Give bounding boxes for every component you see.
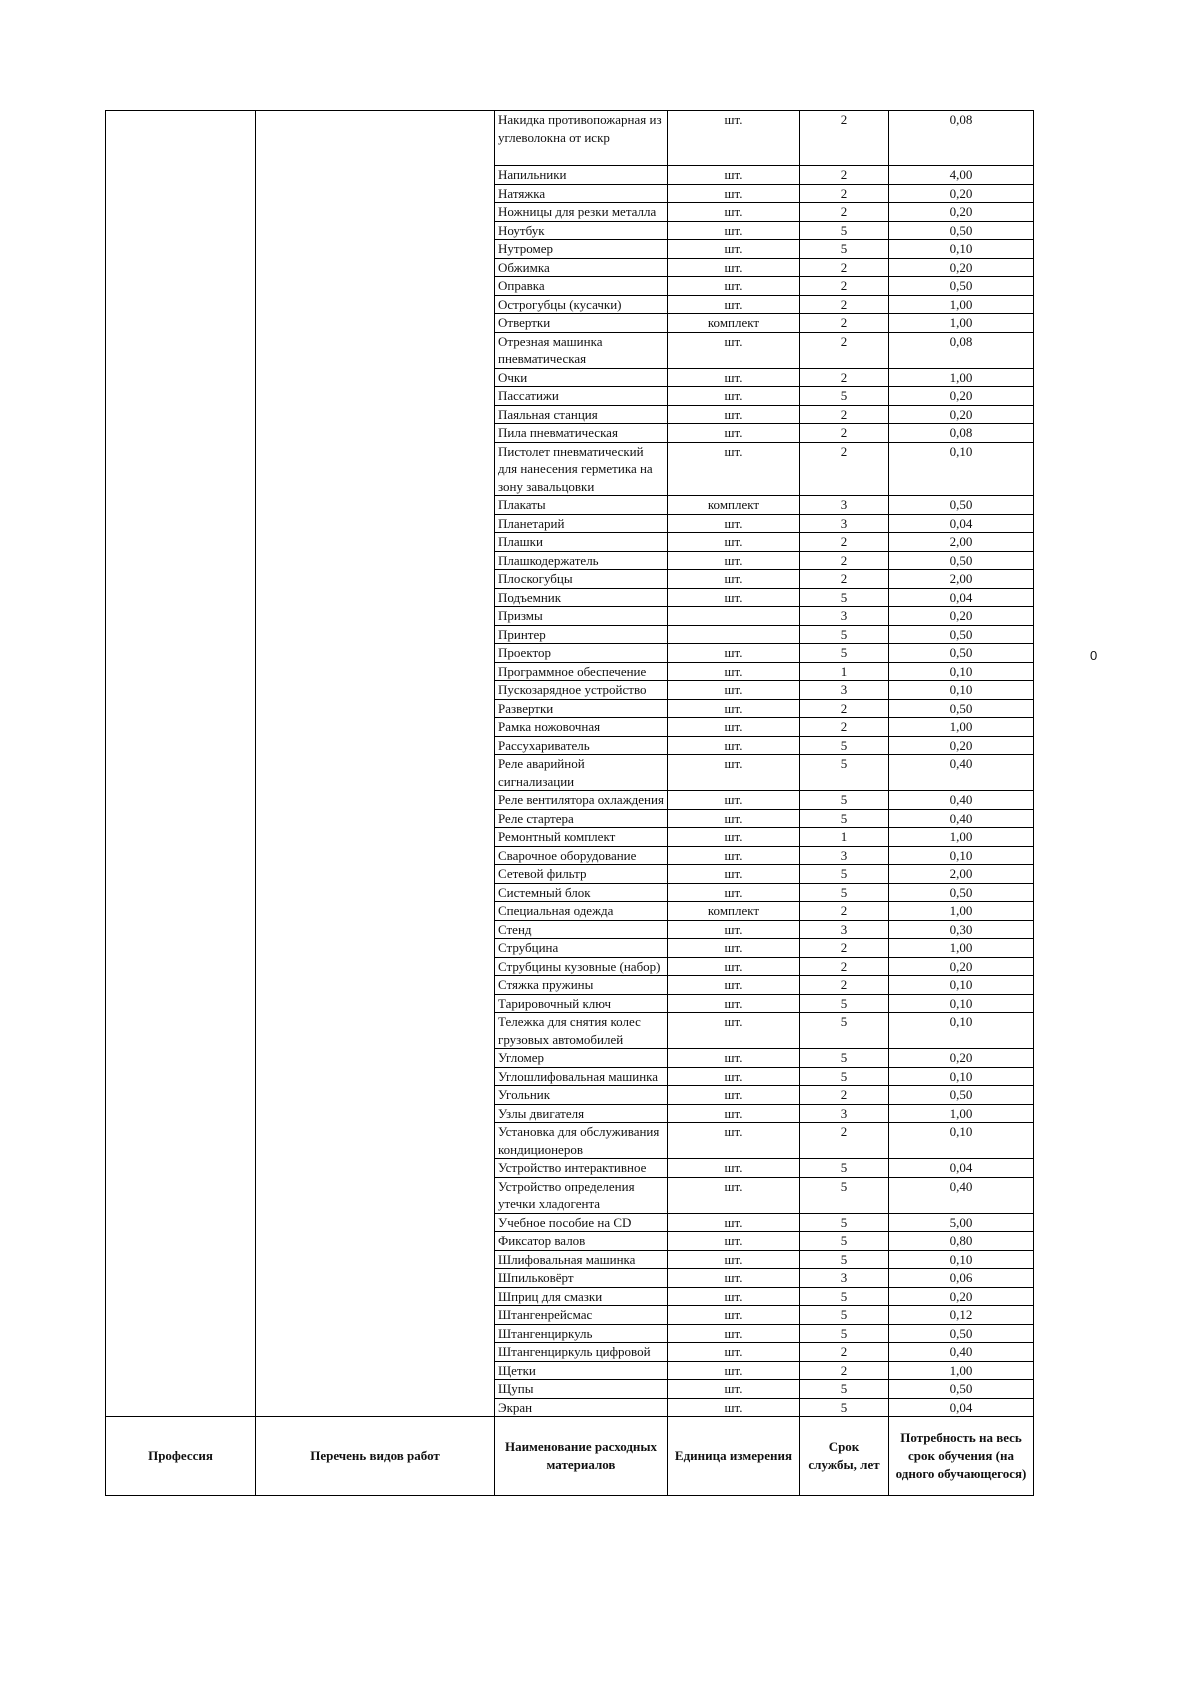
table-row (106, 111, 1034, 166)
unit-of-measure: шт. (668, 203, 800, 222)
unit-of-measure: шт. (668, 976, 800, 995)
service-life: 2 (800, 1361, 889, 1380)
service-life: 2 (800, 166, 889, 185)
unit-of-measure: шт. (668, 221, 800, 240)
material-name: Фиксатор валов (495, 1232, 668, 1251)
quantity-needed: 1,00 (889, 939, 1034, 958)
quantity-needed: 0,20 (889, 1049, 1034, 1068)
service-life: 5 (800, 994, 889, 1013)
material-name: Специальная одежда (495, 902, 668, 921)
service-life: 5 (800, 1380, 889, 1399)
unit-of-measure: шт. (668, 939, 800, 958)
quantity-needed: 1,00 (889, 718, 1034, 737)
unit-of-measure: шт. (668, 184, 800, 203)
material-name: Накидка противопожарная из углеволокна от искр (495, 111, 668, 166)
quantity-needed: 0,20 (889, 203, 1034, 222)
materials-table (105, 110, 1034, 1496)
material-name: Паяльная станция (495, 405, 668, 424)
unit-of-measure: шт. (668, 1343, 800, 1362)
service-life: 3 (800, 920, 889, 939)
material-name: Струбцины кузовные (набор) (495, 957, 668, 976)
header-quantity-needed: Потребность на весь срок обучения (на одного обучающегося) (889, 1417, 1034, 1496)
unit-of-measure: шт. (668, 1177, 800, 1213)
header-profession: Профессия (106, 1417, 256, 1496)
unit-of-measure: шт. (668, 644, 800, 663)
service-life: 2 (800, 1123, 889, 1159)
service-life: 2 (800, 111, 889, 166)
quantity-needed: 2,00 (889, 865, 1034, 884)
quantity-needed: 0,40 (889, 1177, 1034, 1213)
unit-of-measure: шт. (668, 387, 800, 406)
quantity-needed: 0,50 (889, 551, 1034, 570)
profession-cell (106, 111, 256, 1417)
unit-of-measure: шт. (668, 718, 800, 737)
quantity-needed: 0,50 (889, 496, 1034, 515)
unit-of-measure (668, 607, 800, 626)
service-life: 2 (800, 551, 889, 570)
quantity-needed: 0,10 (889, 994, 1034, 1013)
unit-of-measure: шт. (668, 295, 800, 314)
unit-of-measure: шт. (668, 828, 800, 847)
service-life: 5 (800, 1067, 889, 1086)
quantity-needed: 0,50 (889, 883, 1034, 902)
service-life: 5 (800, 1213, 889, 1232)
quantity-needed: 4,00 (889, 166, 1034, 185)
material-name: Углошлифовальная машинка (495, 1067, 668, 1086)
quantity-needed: 0,04 (889, 514, 1034, 533)
material-name: Реле стартера (495, 809, 668, 828)
material-name: Острогубцы (кусачки) (495, 295, 668, 314)
service-life: 2 (800, 368, 889, 387)
material-name: Щупы (495, 1380, 668, 1399)
material-name: Штангенциркуль цифровой (495, 1343, 668, 1362)
quantity-needed: 0,10 (889, 1250, 1034, 1269)
service-life: 5 (800, 644, 889, 663)
unit-of-measure: шт. (668, 442, 800, 496)
quantity-needed: 0,04 (889, 1398, 1034, 1417)
quantity-needed: 0,40 (889, 791, 1034, 810)
material-name: Тележка для снятия колес грузовых автомобилей (495, 1013, 668, 1049)
unit-of-measure: шт. (668, 332, 800, 368)
quantity-needed: 0,08 (889, 424, 1034, 443)
service-life: 5 (800, 1324, 889, 1343)
service-life: 5 (800, 1287, 889, 1306)
unit-of-measure: шт. (668, 588, 800, 607)
quantity-needed: 0,50 (889, 221, 1034, 240)
material-name: Реле вентилятора охлаждения (495, 791, 668, 810)
quantity-needed: 0,50 (889, 625, 1034, 644)
material-name: Ремонтный комплект (495, 828, 668, 847)
unit-of-measure: шт. (668, 846, 800, 865)
material-name: Системный блок (495, 883, 668, 902)
service-life: 2 (800, 976, 889, 995)
quantity-needed: 0,20 (889, 258, 1034, 277)
service-life: 3 (800, 514, 889, 533)
margin-mark: 0 (1090, 648, 1098, 663)
quantity-needed: 0,10 (889, 442, 1034, 496)
quantity-needed: 0,10 (889, 240, 1034, 259)
material-name: Сетевой фильтр (495, 865, 668, 884)
quantity-needed: 0,10 (889, 1067, 1034, 1086)
quantity-needed: 0,50 (889, 644, 1034, 663)
quantity-needed: 0,06 (889, 1269, 1034, 1288)
material-name: Штангенциркуль (495, 1324, 668, 1343)
material-name: Тарировочный ключ (495, 994, 668, 1013)
service-life: 3 (800, 681, 889, 700)
quantity-needed: 0,80 (889, 1232, 1034, 1251)
unit-of-measure: шт. (668, 865, 800, 884)
material-name: Устройство определения утечки хладогента (495, 1177, 668, 1213)
unit-of-measure: шт. (668, 1104, 800, 1123)
service-life: 5 (800, 1177, 889, 1213)
quantity-needed: 1,00 (889, 1104, 1034, 1123)
service-life: 5 (800, 883, 889, 902)
material-name: Принтер (495, 625, 668, 644)
service-life: 2 (800, 1086, 889, 1105)
material-name: Узлы двигателя (495, 1104, 668, 1123)
unit-of-measure: шт. (668, 166, 800, 185)
material-name: Плакаты (495, 496, 668, 515)
header-service-life: Срок службы, лет (800, 1417, 889, 1496)
unit-of-measure: шт. (668, 920, 800, 939)
material-name: Пускозарядное устройство (495, 681, 668, 700)
material-name: Натяжка (495, 184, 668, 203)
unit-of-measure: шт. (668, 791, 800, 810)
service-life: 5 (800, 1013, 889, 1049)
quantity-needed: 1,00 (889, 295, 1034, 314)
service-life: 5 (800, 809, 889, 828)
quantity-needed: 2,00 (889, 533, 1034, 552)
service-life: 3 (800, 846, 889, 865)
service-life: 5 (800, 625, 889, 644)
service-life: 2 (800, 718, 889, 737)
unit-of-measure: комплект (668, 902, 800, 921)
unit-of-measure: шт. (668, 424, 800, 443)
service-life: 2 (800, 570, 889, 589)
unit-of-measure: шт. (668, 1067, 800, 1086)
quantity-needed: 0,10 (889, 1123, 1034, 1159)
header-unit: Единица измерения (668, 1417, 800, 1496)
service-life: 5 (800, 221, 889, 240)
quantity-needed: 0,20 (889, 607, 1034, 626)
material-name: Устройство интерактивное (495, 1159, 668, 1178)
unit-of-measure: комплект (668, 496, 800, 515)
quantity-needed: 0,50 (889, 277, 1034, 296)
material-name: Стяжка пружины (495, 976, 668, 995)
quantity-needed: 0,50 (889, 1324, 1034, 1343)
material-name: Нутромер (495, 240, 668, 259)
unit-of-measure (668, 625, 800, 644)
quantity-needed: 1,00 (889, 902, 1034, 921)
unit-of-measure: шт. (668, 681, 800, 700)
service-life: 5 (800, 1159, 889, 1178)
material-name: Обжимка (495, 258, 668, 277)
material-name: Плоскогубцы (495, 570, 668, 589)
material-name: Отрезная машинка пневматическая (495, 332, 668, 368)
quantity-needed: 0,10 (889, 1013, 1034, 1049)
quantity-needed: 0,40 (889, 1343, 1034, 1362)
unit-of-measure: шт. (668, 699, 800, 718)
service-life: 5 (800, 791, 889, 810)
service-life: 5 (800, 1232, 889, 1251)
quantity-needed: 0,04 (889, 1159, 1034, 1178)
unit-of-measure: шт. (668, 1013, 800, 1049)
service-life: 2 (800, 184, 889, 203)
material-name: Учебное пособие на CD (495, 1213, 668, 1232)
service-life: 3 (800, 496, 889, 515)
quantity-needed: 0,10 (889, 976, 1034, 995)
quantity-needed: 0,08 (889, 111, 1034, 166)
service-life: 5 (800, 736, 889, 755)
service-life: 2 (800, 957, 889, 976)
service-life: 2 (800, 699, 889, 718)
unit-of-measure: шт. (668, 277, 800, 296)
material-name: Проектор (495, 644, 668, 663)
service-life: 5 (800, 755, 889, 791)
material-name: Отвертки (495, 314, 668, 333)
unit-of-measure: шт. (668, 1269, 800, 1288)
unit-of-measure: шт. (668, 405, 800, 424)
quantity-needed: 0,20 (889, 405, 1034, 424)
header-row (106, 1417, 1034, 1496)
material-name: Ноутбук (495, 221, 668, 240)
material-name: Сварочное оборудование (495, 846, 668, 865)
material-name: Рассухариватель (495, 736, 668, 755)
material-name: Планетарий (495, 514, 668, 533)
material-name: Развертки (495, 699, 668, 718)
quantity-needed: 0,50 (889, 1086, 1034, 1105)
quantity-needed: 0,20 (889, 184, 1034, 203)
service-life: 5 (800, 1049, 889, 1068)
quantity-needed: 0,04 (889, 588, 1034, 607)
unit-of-measure: шт. (668, 368, 800, 387)
service-life: 3 (800, 1104, 889, 1123)
material-name: Пассатижи (495, 387, 668, 406)
material-name: Пила пневматическая (495, 424, 668, 443)
quantity-needed: 0,50 (889, 699, 1034, 718)
quantity-needed: 0,10 (889, 681, 1034, 700)
material-name: Плашки (495, 533, 668, 552)
quantity-needed: 0,20 (889, 1287, 1034, 1306)
unit-of-measure: шт. (668, 1123, 800, 1159)
material-name: Угломер (495, 1049, 668, 1068)
material-name: Угольник (495, 1086, 668, 1105)
material-name: Программное обеспечение (495, 662, 668, 681)
quantity-needed: 2,00 (889, 570, 1034, 589)
quantity-needed: 0,40 (889, 755, 1034, 791)
service-life: 3 (800, 607, 889, 626)
unit-of-measure: комплект (668, 314, 800, 333)
quantity-needed: 0,20 (889, 387, 1034, 406)
service-life: 2 (800, 277, 889, 296)
header-works-list: Перечень видов работ (256, 1417, 495, 1496)
materials-table-body (106, 111, 1034, 1496)
service-life: 2 (800, 258, 889, 277)
material-name: Оправка (495, 277, 668, 296)
service-life: 5 (800, 387, 889, 406)
unit-of-measure: шт. (668, 240, 800, 259)
unit-of-measure: шт. (668, 1398, 800, 1417)
unit-of-measure: шт. (668, 258, 800, 277)
material-name: Шлифовальная машинка (495, 1250, 668, 1269)
unit-of-measure: шт. (668, 1380, 800, 1399)
service-life: 1 (800, 828, 889, 847)
unit-of-measure: шт. (668, 1250, 800, 1269)
service-life: 2 (800, 533, 889, 552)
material-name: Реле аварийной сигнализации (495, 755, 668, 791)
unit-of-measure: шт. (668, 1306, 800, 1325)
quantity-needed: 0,10 (889, 846, 1034, 865)
service-life: 2 (800, 424, 889, 443)
material-name: Напильники (495, 166, 668, 185)
material-name: Пистолет пневматический для нанесения герметика на зону завальцовки (495, 442, 668, 496)
unit-of-measure: шт. (668, 551, 800, 570)
unit-of-measure: шт. (668, 883, 800, 902)
material-name: Экран (495, 1398, 668, 1417)
unit-of-measure: шт. (668, 514, 800, 533)
unit-of-measure: шт. (668, 662, 800, 681)
quantity-needed: 0,20 (889, 736, 1034, 755)
material-name: Установка для обслуживания кондиционеров (495, 1123, 668, 1159)
material-name: Плашкодержатель (495, 551, 668, 570)
service-life: 2 (800, 203, 889, 222)
quantity-needed: 0,20 (889, 957, 1034, 976)
material-name: Призмы (495, 607, 668, 626)
service-life: 2 (800, 314, 889, 333)
quantity-needed: 1,00 (889, 1361, 1034, 1380)
service-life: 2 (800, 332, 889, 368)
unit-of-measure: шт. (668, 994, 800, 1013)
unit-of-measure: шт. (668, 533, 800, 552)
material-name: Подъемник (495, 588, 668, 607)
unit-of-measure: шт. (668, 1213, 800, 1232)
quantity-needed: 1,00 (889, 314, 1034, 333)
unit-of-measure: шт. (668, 809, 800, 828)
unit-of-measure: шт. (668, 1324, 800, 1343)
service-life: 5 (800, 1250, 889, 1269)
service-life: 2 (800, 939, 889, 958)
service-life: 2 (800, 405, 889, 424)
unit-of-measure: шт. (668, 957, 800, 976)
material-name: Очки (495, 368, 668, 387)
unit-of-measure: шт. (668, 1232, 800, 1251)
works-list-cell (256, 111, 495, 1417)
service-life: 2 (800, 902, 889, 921)
service-life: 2 (800, 295, 889, 314)
material-name: Штангенрейсмас (495, 1306, 668, 1325)
quantity-needed: 0,12 (889, 1306, 1034, 1325)
material-name: Шприц для смазки (495, 1287, 668, 1306)
unit-of-measure: шт. (668, 1049, 800, 1068)
quantity-needed: 1,00 (889, 368, 1034, 387)
service-life: 1 (800, 662, 889, 681)
material-name: Струбцина (495, 939, 668, 958)
unit-of-measure: шт. (668, 1086, 800, 1105)
quantity-needed: 0,30 (889, 920, 1034, 939)
quantity-needed: 0,10 (889, 662, 1034, 681)
quantity-needed: 0,50 (889, 1380, 1034, 1399)
header-material-name: Наименование расходных материалов (495, 1417, 668, 1496)
unit-of-measure: шт. (668, 570, 800, 589)
unit-of-measure: шт. (668, 1159, 800, 1178)
service-life: 5 (800, 1398, 889, 1417)
quantity-needed: 0,40 (889, 809, 1034, 828)
quantity-needed: 5,00 (889, 1213, 1034, 1232)
service-life: 3 (800, 1269, 889, 1288)
service-life: 2 (800, 442, 889, 496)
material-name: Шпильковёрт (495, 1269, 668, 1288)
unit-of-measure: шт. (668, 111, 800, 166)
service-life: 2 (800, 1343, 889, 1362)
unit-of-measure: шт. (668, 1287, 800, 1306)
quantity-needed: 0,08 (889, 332, 1034, 368)
service-life: 5 (800, 1306, 889, 1325)
service-life: 5 (800, 240, 889, 259)
material-name: Стенд (495, 920, 668, 939)
service-life: 5 (800, 588, 889, 607)
service-life: 5 (800, 865, 889, 884)
unit-of-measure: шт. (668, 736, 800, 755)
material-name: Ножницы для резки металла (495, 203, 668, 222)
quantity-needed: 1,00 (889, 828, 1034, 847)
material-name: Щетки (495, 1361, 668, 1380)
material-name: Рамка ножовочная (495, 718, 668, 737)
unit-of-measure: шт. (668, 755, 800, 791)
unit-of-measure: шт. (668, 1361, 800, 1380)
